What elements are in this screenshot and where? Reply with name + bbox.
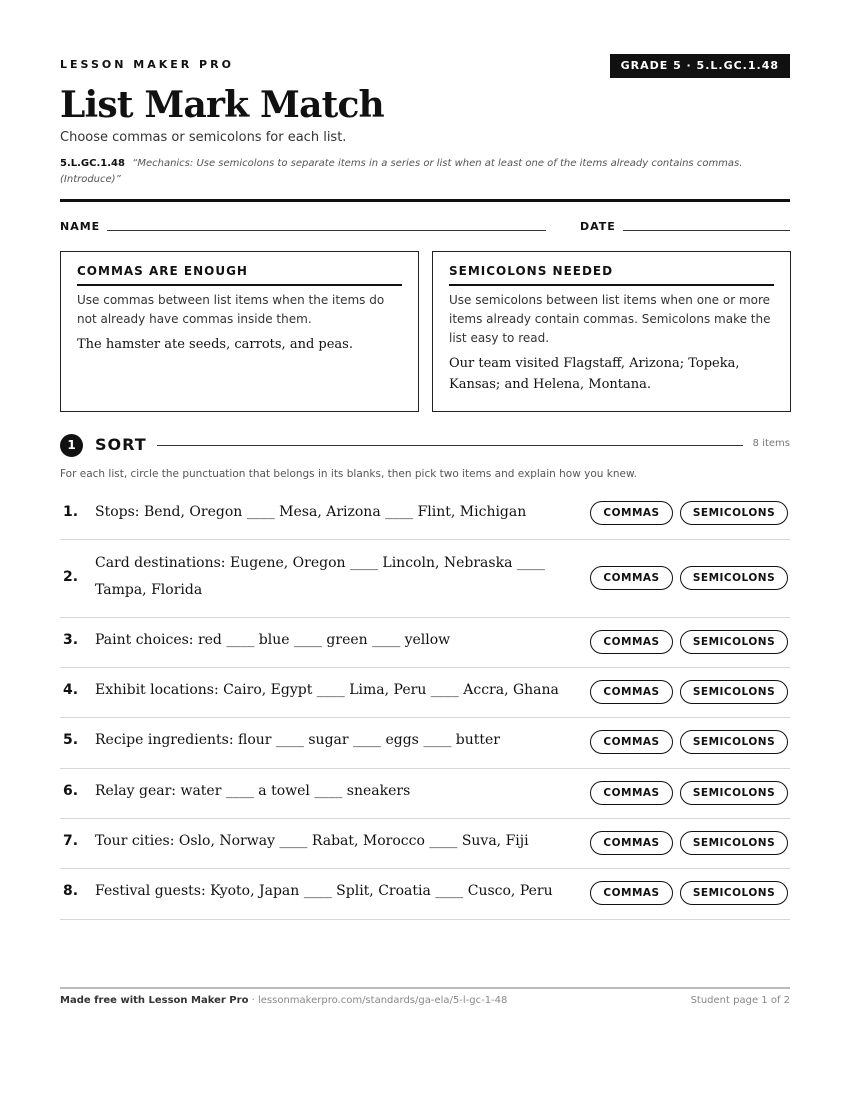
item-number: 2. (63, 569, 79, 585)
section-divider (157, 445, 743, 446)
commas-choice[interactable]: COMMAS (590, 730, 673, 754)
semicolons-choice[interactable]: SEMICOLONS (680, 881, 788, 905)
commas-choice[interactable]: COMMAS (590, 831, 673, 855)
item-text: Paint choices: red ____ blue ____ green ____ yellow (95, 632, 451, 648)
item-list (60, 487, 790, 920)
section-item-count: 8 items (752, 438, 790, 449)
item-number: 6. (63, 783, 79, 799)
semicolons-choice[interactable]: SEMICOLONS (680, 501, 788, 525)
item-number: 5. (63, 732, 79, 748)
rule-text: Use commas between list items when the items do not already have commas inside them. (77, 293, 385, 326)
header-divider (60, 199, 790, 202)
item-number: 3. (63, 632, 79, 648)
item-text: Tour cities: Oslo, Norway ____ Rabat, Morocco ____ Suva, Fiji (95, 833, 529, 849)
commas-choice[interactable]: COMMAS (590, 680, 673, 704)
item-text: Stops: Bend, Oregon ____ Mesa, Arizona ____ Flint, Michigan (95, 504, 527, 520)
standard-code: 5.L.GC.1.48 (60, 158, 125, 169)
commas-choice[interactable]: COMMAS (590, 630, 673, 654)
item-text: Festival guests: Kyoto, Japan ____ Split, Croatia ____ Cusco, Peru (95, 883, 553, 899)
standard-description: “Mechanics: Use semicolons to separate items in a series or list when at least one of the items already contains commas. (Introduce)” (60, 158, 743, 185)
rule-text: Use semicolons between list items when one or more items already contain commas. Semicolons make the list easy to read. (449, 293, 771, 345)
semicolons-choice[interactable]: SEMICOLONS (680, 680, 788, 704)
standard-note (60, 156, 760, 188)
rule-example: The hamster ate seeds, carrots, and peas. (77, 337, 353, 352)
list-item (60, 769, 790, 819)
name-label: NAME (60, 220, 101, 233)
commas-choice[interactable]: COMMAS (590, 781, 673, 805)
item-number: 8. (63, 883, 79, 899)
list-item (60, 487, 790, 540)
item-text: Exhibit locations: Cairo, Egypt ____ Lima, Peru ____ Accra, Ghana (95, 682, 559, 698)
list-item (60, 668, 790, 718)
footer-divider (60, 987, 790, 989)
rule-heading: COMMAS ARE ENOUGH (77, 264, 402, 286)
item-number: 4. (63, 682, 79, 698)
rule-box-semicolons (432, 251, 791, 412)
section-instructions: For each list, circle the punctuation that belongs in its blanks, then pick two items and explain how you knew. (60, 468, 637, 480)
commas-choice[interactable]: COMMAS (590, 566, 673, 590)
item-number: 7. (63, 833, 79, 849)
item-text: Recipe ingredients: flour ____ sugar ____ eggs ____ butter (95, 732, 500, 748)
date-label: DATE (580, 220, 616, 233)
grade-badge: GRADE 5 · 5.L.GC.1.48 (610, 54, 790, 78)
section-title: SORT (95, 435, 147, 454)
footer-made-with: Made free with Lesson Maker Pro (60, 995, 249, 1006)
page-title: List Mark Match (60, 84, 384, 126)
list-item (60, 869, 790, 920)
item-text: Card destinations: Eugene, Oregon ____ Lincoln, Nebraska ____ Tampa, Florida (95, 555, 545, 598)
list-item (60, 618, 790, 668)
item-number: 1. (63, 504, 79, 520)
list-item (60, 819, 790, 869)
semicolons-choice[interactable]: SEMICOLONS (680, 630, 788, 654)
commas-choice[interactable]: COMMAS (590, 881, 673, 905)
rule-heading: SEMICOLONS NEEDED (449, 264, 774, 286)
semicolons-choice[interactable]: SEMICOLONS (680, 831, 788, 855)
semicolons-choice[interactable]: SEMICOLONS (680, 566, 788, 590)
name-field[interactable] (107, 230, 546, 231)
rule-example: Our team visited Flagstaff, Arizona; Topeka, Kansas; and Helena, Montana. (449, 356, 740, 392)
footer-url[interactable]: · lessonmakerpro.com/standards/ga-ela/5-l-gc-1-48 (248, 995, 508, 1006)
semicolons-choice[interactable]: SEMICOLONS (680, 730, 788, 754)
date-field[interactable] (623, 230, 790, 231)
list-item (60, 718, 790, 769)
footer-page-number: Student page 1 of 2 (690, 995, 790, 1006)
semicolons-choice[interactable]: SEMICOLONS (680, 781, 788, 805)
section-number-badge: 1 (60, 434, 83, 457)
page-subtitle: Choose commas or semicolons for each list. (60, 130, 347, 145)
commas-choice[interactable]: COMMAS (590, 501, 673, 525)
rule-box-commas (60, 251, 419, 412)
footer-credit (60, 995, 507, 1006)
item-text: Relay gear: water ____ a towel ____ sneakers (95, 783, 411, 799)
brand-name: LESSON MAKER PRO (60, 58, 234, 71)
list-item (60, 540, 790, 618)
